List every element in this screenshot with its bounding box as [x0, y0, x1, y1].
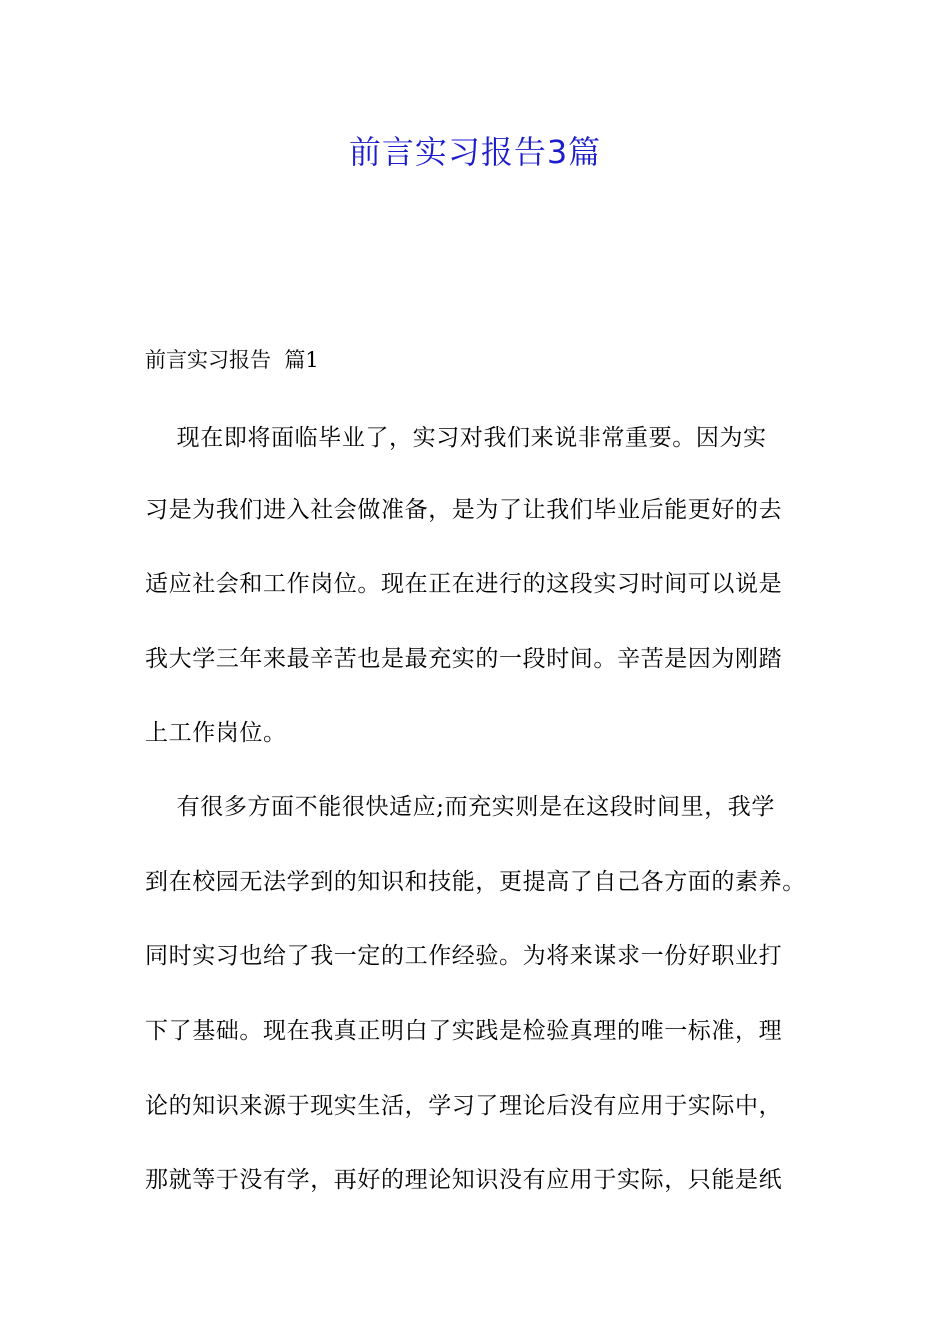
body-text-line: 下了基础。现在我真正明白了实践是检验真理的唯一标准，理	[145, 1018, 783, 1044]
body-text-line: 习是为我们进入社会做准备，是为了让我们毕业后能更好的去	[145, 497, 783, 523]
body-text-line: 上工作岗位。	[145, 720, 287, 746]
body-text-line: 现在即将面临毕业了，实习对我们来说非常重要。因为实	[145, 425, 767, 451]
body-text-line: 那就等于没有学，再好的理论知识没有应用于实际，只能是纸	[145, 1167, 783, 1193]
body-text-line: 有很多方面不能很快适应;而充实则是在这段时间里，我学	[145, 794, 775, 820]
body-text-line: 到在校园无法学到的知识和技能，更提高了自己各方面的素养。	[145, 869, 806, 895]
body-text-line: 适应社会和工作岗位。现在正在进行的这段实习时间可以说是	[145, 571, 783, 597]
body-text-line: 论的知识来源于现实生活，学习了理论后没有应用于实际中，	[145, 1093, 783, 1119]
body-text-line: 同时实习也给了我一定的工作经验。为将来谋求一份好职业打	[145, 943, 783, 969]
section-heading: 前言实习报告 篇1	[145, 348, 319, 372]
document-title: 前言实习报告3篇	[348, 133, 602, 171]
body-text-line: 我大学三年来最辛苦也是最充实的一段时间。辛苦是因为刚踏	[145, 646, 783, 672]
